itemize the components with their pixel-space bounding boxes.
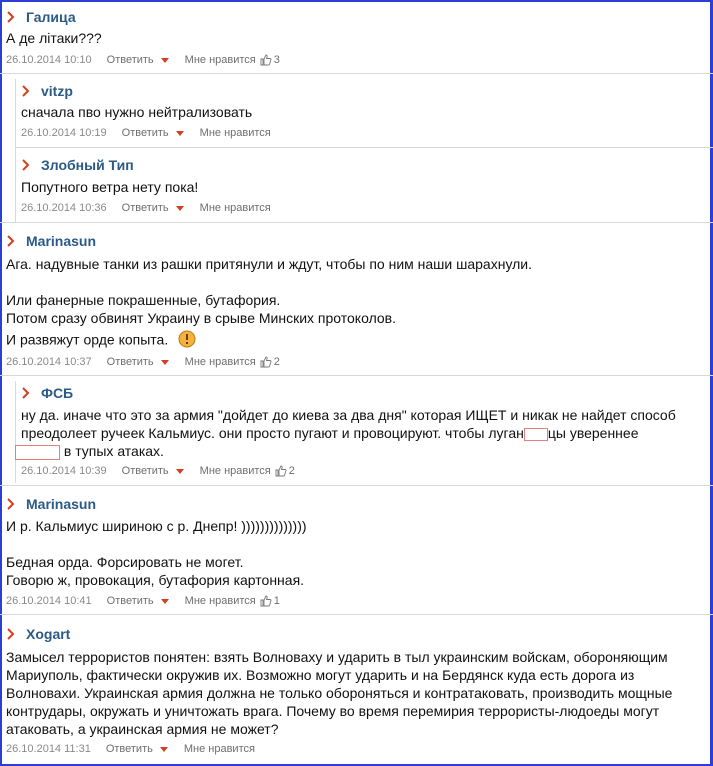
like-link[interactable]: Мне нравится [199,465,271,477]
thumbs-up-icon[interactable] [275,465,287,477]
comment-meta [21,125,271,141]
collapse-arrow-icon[interactable] [4,496,20,512]
comment-header [0,494,96,514]
collapse-arrow-icon[interactable] [4,9,20,25]
comment-meta [6,354,280,370]
comment-vitzp [15,81,713,144]
divider [0,222,713,223]
like-count: 2 [273,356,280,368]
divider [0,73,713,74]
comment-text-line: Говорю ж, провокация, бутафория картонная. [6,572,305,588]
comment-text-line: Мариуполь, фактически окружив их. Возможно могут ударить и на Бердянск куда есть дорога из [6,667,635,683]
comment-author[interactable]: Злобный Тип [41,157,134,173]
comment-text-line: Волновахи. Украинская армия должна не только обороняться и контратаковать, производить мощные [6,685,673,701]
comment-header [0,7,76,27]
comment-text-line: Бедная орда. Форсировать не могет. [6,554,244,570]
censored-word-box [524,428,548,441]
collapse-arrow-icon[interactable] [19,157,35,173]
comment-marinasun-1 [0,231,713,371]
reply-dropdown-icon[interactable] [176,131,184,136]
comment-author[interactable]: Галица [26,9,76,25]
comment-date: 26.10.2014 10:41 [6,595,92,607]
comment-meta [21,200,271,216]
comment-text-line: Ага. надувные танки из рашки притянули и ждут, чтобы по ним наши шарахнули. [6,256,533,272]
comment-text-line: контрудары, окружать и уничтожать врага. Почему во время перемирия террористы-людоеды могут [6,703,660,719]
reply-dropdown-icon[interactable] [176,206,184,211]
reply-link[interactable]: Ответить [106,54,154,66]
comment-meta [6,52,280,68]
comment-marinasun-2 [0,494,713,614]
comment-date: 26.10.2014 10:36 [21,202,107,214]
comment-zlobny-tip [15,155,713,218]
divider [15,147,713,148]
comment-text-fragment: в тупых атаках. [63,443,164,459]
like-link[interactable]: Мне нравится [184,54,256,66]
comment-date: 26.10.2014 10:37 [6,356,92,368]
comment-author[interactable]: Xogart [26,626,71,642]
comment-header [15,155,134,175]
comment-fsb [15,383,713,483]
comment-xogart [0,624,713,762]
comment-galitsa [0,7,713,69]
comment-text-fragment: И развяжут орде копыта. [6,331,169,348]
like-count: 3 [273,54,280,66]
comment-text-line [21,424,639,442]
comment-text-line: Замысел террористов понятен: взять Волноваху и ударить в тыл украинским войскам, обороняющим [6,649,668,665]
comment-text: Попутного ветра нету пока! [21,179,199,195]
reply-link[interactable]: Ответить [106,356,154,368]
like-count: 1 [273,595,280,607]
comment-date: 26.10.2014 10:10 [6,54,92,66]
comment-text-line: Потом сразу обвинят Украину в срыве Минских протоколов. [6,310,397,326]
comment-date: 26.10.2014 10:19 [21,127,107,139]
reply-link[interactable]: Ответить [121,465,169,477]
like-link[interactable]: Мне нравится [184,356,256,368]
like-count: 2 [288,465,295,477]
collapse-arrow-icon[interactable] [19,83,35,99]
like-link[interactable]: Мне нравится [184,595,256,607]
collapse-arrow-icon[interactable] [4,626,20,642]
comment-author[interactable]: ФСБ [41,385,74,401]
comment-author[interactable]: Marinasun [26,496,97,512]
thumbs-up-icon[interactable] [260,356,272,368]
comment-header [15,383,73,403]
comment-text-line: ну да. иначе что это за армия "дойдет до киева за два дня" которая ИЩЕТ и никак не найдет способ [21,407,676,423]
comment-text-fragment: цы увереннее [547,425,639,441]
comment-meta [6,593,280,609]
comment-text-line: атаковать, а украинская армия не может? [6,721,279,737]
comment-meta [21,463,295,479]
thumbs-up-icon[interactable] [260,54,272,66]
comment-author[interactable]: vitzp [41,83,73,99]
thumbs-up-icon[interactable] [260,595,272,607]
reply-link[interactable]: Ответить [105,743,153,755]
reply-link[interactable]: Ответить [121,202,169,214]
comment-text-line: Или фанерные покрашенные, бутафория. [6,292,281,308]
divider [0,375,713,376]
like-link[interactable]: Мне нравится [199,202,271,214]
censored-word-box [15,445,60,460]
reply-dropdown-icon[interactable] [161,58,169,63]
comment-text-fragment: преодолеет ручеек Кальмиус. они просто пугают и провоцируют. чтобы луган [21,425,524,441]
comment-text-line [6,330,196,352]
reply-dropdown-icon[interactable] [161,599,169,604]
comment-text: сначала пво нужно нейтрализовать [21,104,253,120]
divider [0,614,713,615]
emoticon-icon [178,330,196,352]
reply-dropdown-icon[interactable] [176,469,184,474]
comment-text: А де літаки??? [6,30,102,46]
reply-link[interactable]: Ответить [106,595,154,607]
collapse-arrow-icon[interactable] [19,385,35,401]
comment-date: 26.10.2014 11:31 [6,743,91,755]
collapse-arrow-icon[interactable] [4,233,20,249]
reply-dropdown-icon[interactable] [161,360,169,365]
like-link[interactable]: Мне нравится [183,743,255,755]
comment-date: 26.10.2014 10:39 [21,465,107,477]
comment-text-line [15,442,164,460]
comment-header [0,231,96,251]
reply-link[interactable]: Ответить [121,127,169,139]
comment-header [15,81,73,101]
like-link[interactable]: Мне нравится [199,127,271,139]
comment-meta [6,741,255,757]
comment-author[interactable]: Marinasun [26,233,97,249]
reply-dropdown-icon[interactable] [160,747,168,752]
comment-header [0,624,70,644]
comment-text-line: И р. Кальмиус шириною с р. Днепр! )))))))))))))) [6,518,307,534]
divider [0,485,713,486]
